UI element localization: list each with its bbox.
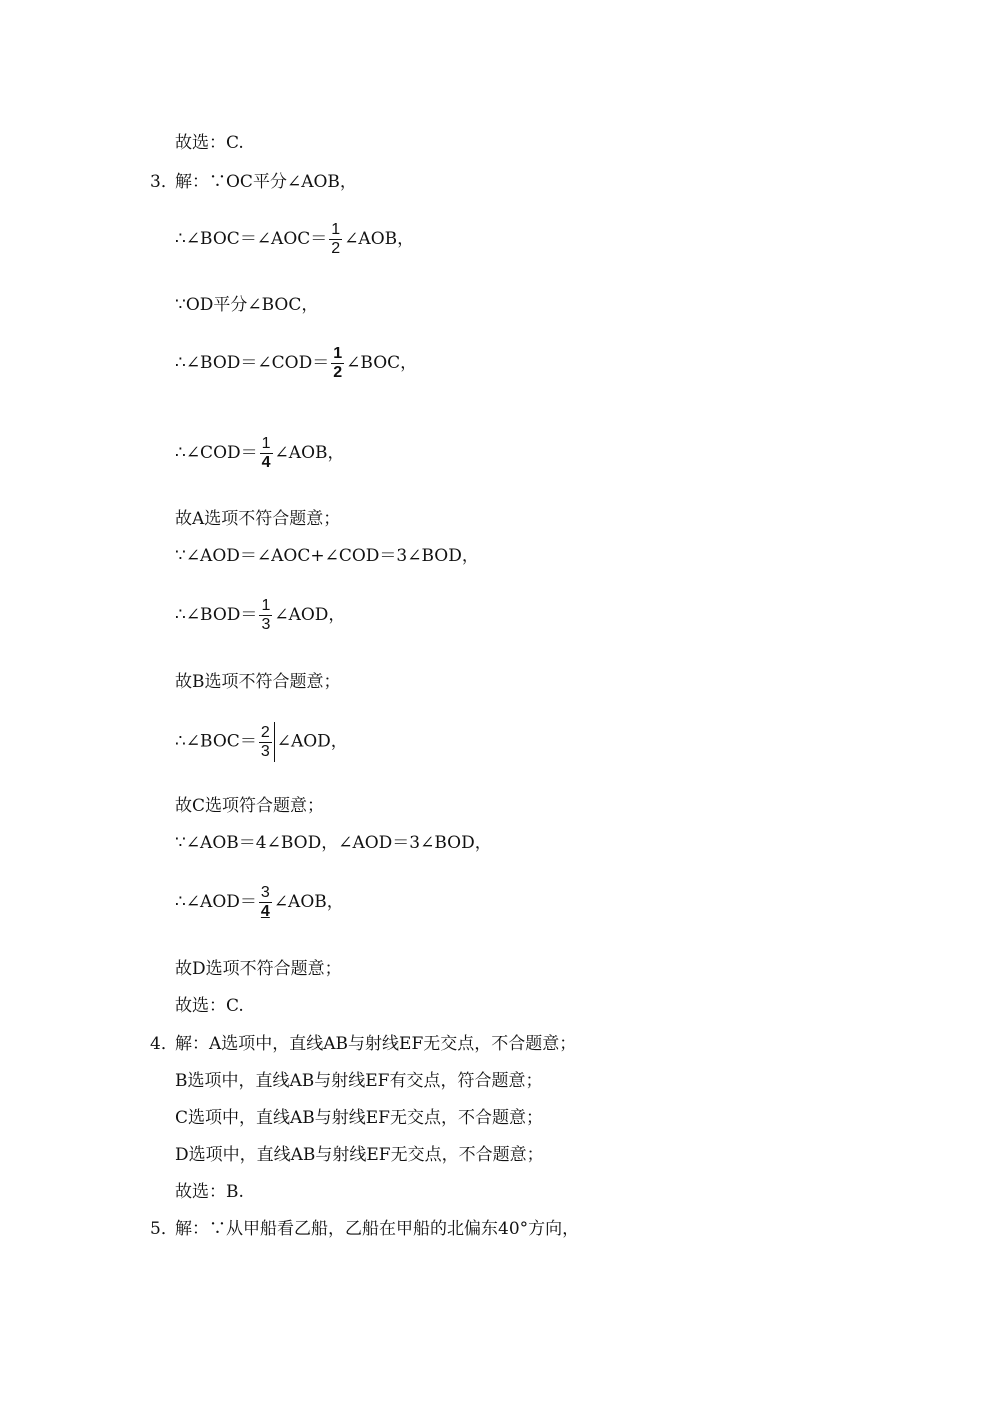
q3-step-3: ∵OD平分∠BOC， bbox=[175, 295, 319, 315]
q3-option-c-verdict: 故C选项符合题意； bbox=[175, 796, 325, 816]
denominator: 3 bbox=[260, 742, 270, 760]
q3-step-10-rhs: ∠AOB， bbox=[273, 892, 344, 912]
numerator: 1 bbox=[261, 597, 271, 614]
fraction bbox=[259, 597, 272, 634]
denominator: 4 bbox=[260, 903, 270, 920]
denominator: 2 bbox=[331, 240, 341, 257]
numerator: 2 bbox=[260, 723, 270, 741]
denominator: 4 bbox=[261, 454, 271, 471]
q3-step-4 bbox=[175, 345, 417, 382]
q3-step-5-rhs: ∠AOB， bbox=[274, 443, 345, 463]
question-3-number: 3． bbox=[150, 172, 178, 192]
conclusion-line-q3: 故选：C. bbox=[175, 996, 244, 1016]
conclusion-line-q4: 故选：B. bbox=[175, 1182, 244, 1202]
q3-option-d-verdict: 故D选项不符合题意； bbox=[175, 959, 342, 979]
q3-step-2-lhs: ∴∠BOC＝∠AOC＝ bbox=[175, 229, 328, 249]
q3-step-8 bbox=[175, 722, 348, 762]
q5-line-1: 解：∵从甲船看乙船，乙船在甲船的北偏东40°方向， bbox=[175, 1219, 580, 1239]
q3-step-1: 解：∵OC平分∠AOB， bbox=[175, 172, 357, 192]
question-4-number: 4． bbox=[150, 1034, 178, 1054]
q3-step-10-lhs: ∴∠AOD＝ bbox=[175, 892, 257, 912]
numerator: 3 bbox=[260, 884, 270, 901]
fraction bbox=[259, 884, 272, 921]
fraction bbox=[329, 221, 342, 258]
q3-step-8-lhs: ∴∠BOC＝ bbox=[175, 731, 257, 752]
q3-step-2 bbox=[175, 221, 414, 258]
q3-step-7-lhs: ∴∠BOD＝ bbox=[175, 605, 258, 625]
q3-step-2-rhs: ∠AOB， bbox=[344, 229, 415, 249]
q3-step-4-lhs: ∴∠BOD＝∠COD＝ bbox=[175, 353, 330, 373]
fraction bbox=[331, 345, 344, 382]
question-5-number: 5． bbox=[150, 1219, 178, 1239]
q4-line-4: D选项中，直线AB与射线EF无交点，不合题意； bbox=[175, 1145, 544, 1165]
numerator: 1 bbox=[331, 221, 341, 238]
q3-step-5 bbox=[175, 435, 345, 472]
denominator: 2 bbox=[333, 364, 343, 381]
q3-option-a-verdict: 故A选项不符合题意； bbox=[175, 509, 341, 529]
q3-step-9: ∵∠AOB＝4∠BOD，∠AOD＝3∠BOD， bbox=[175, 833, 492, 853]
denominator: 3 bbox=[261, 616, 271, 633]
numerator: 1 bbox=[333, 345, 343, 362]
text-cursor-bar bbox=[274, 722, 275, 762]
q4-line-3: C选项中，直线AB与射线EF无交点，不合题意； bbox=[175, 1108, 543, 1128]
q3-step-6: ∵∠AOD＝∠AOC+∠COD＝3∠BOD， bbox=[175, 546, 479, 566]
q3-step-5-lhs: ∴∠COD＝ bbox=[175, 443, 258, 463]
fraction bbox=[259, 724, 272, 761]
numerator: 1 bbox=[261, 435, 271, 452]
fraction bbox=[260, 435, 273, 472]
conclusion-line-q2: 故选：C. bbox=[175, 133, 244, 153]
q3-option-b-verdict: 故B选项不符合题意； bbox=[175, 672, 341, 692]
q4-line-2: B选项中，直线AB与射线EF有交点，符合题意； bbox=[175, 1071, 543, 1091]
q3-step-8-rhs: ∠AOD， bbox=[276, 731, 348, 752]
q3-step-10 bbox=[175, 884, 344, 921]
q3-step-4-rhs: ∠BOC， bbox=[346, 353, 418, 373]
q3-step-7 bbox=[175, 597, 345, 634]
q4-line-1: 解：A选项中，直线AB与射线EF无交点，不合题意； bbox=[175, 1034, 577, 1054]
q3-step-7-rhs: ∠AOD， bbox=[274, 605, 346, 625]
